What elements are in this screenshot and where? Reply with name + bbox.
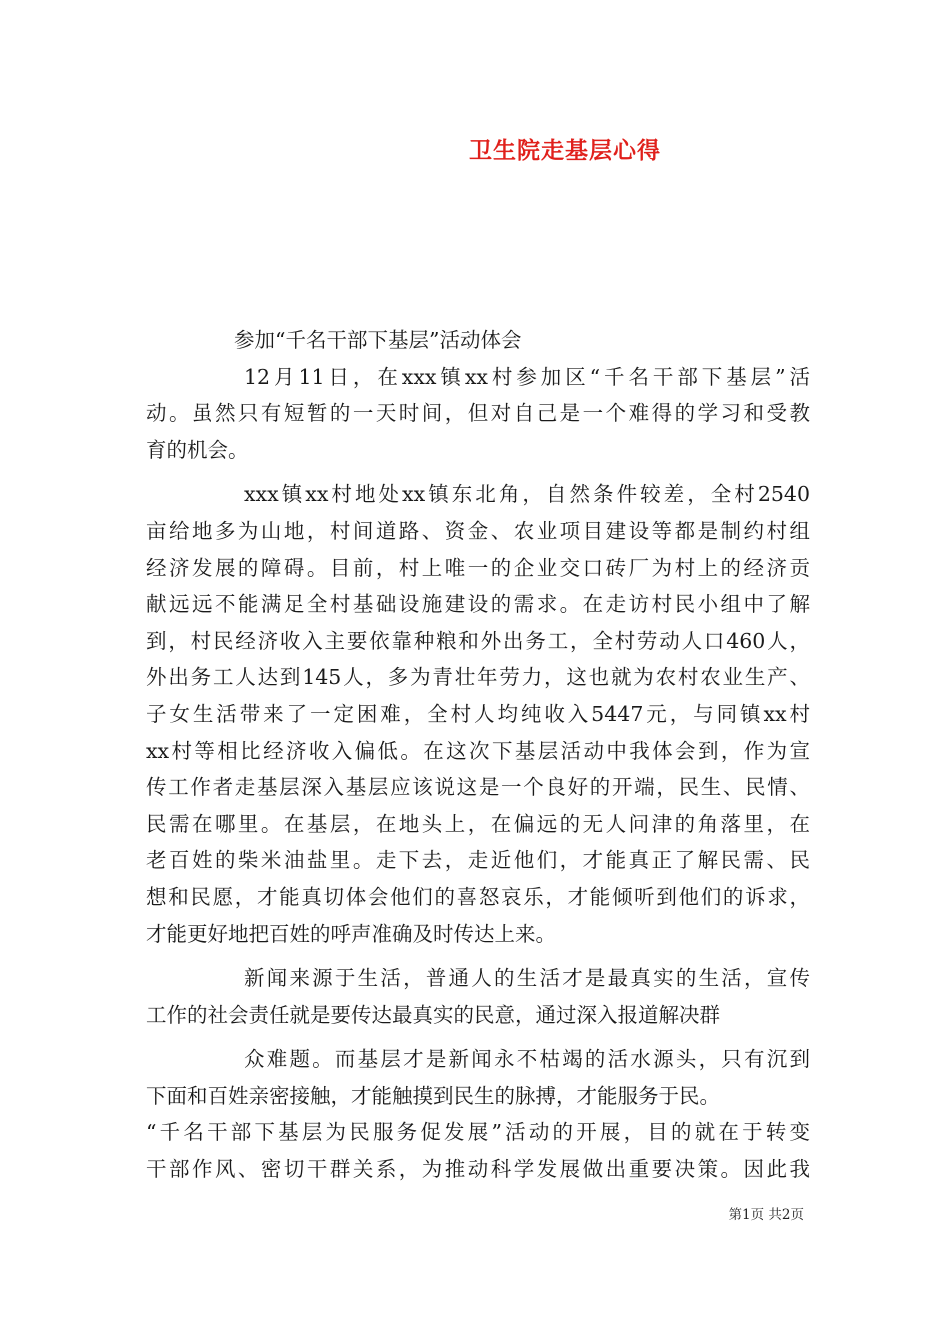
text-line: 众难题。而基层才是新闻永不枯竭的活水源头，只有沉到: [244, 1047, 810, 1072]
text-line: 传工作者走基层深入基层应该说这是一个良好的开端，民生、民情、: [146, 775, 810, 800]
paragraph-1: [146, 359, 810, 469]
text-line: xxx镇xx村地处xx镇东北角，自然条件较差，全村2540: [244, 482, 810, 507]
text-line: “千名干部下基层为民服务促发展”活动的开展，目的就在于转变: [146, 1120, 810, 1145]
text-line: 到，村民经济收入主要依靠种粮和外出务工，全村劳动人口460人，: [146, 628, 810, 653]
text-line: 献远远不能满足全村基础设施建设的需求。在走访村民小组中了解: [146, 592, 810, 617]
text-line: 民需在哪里。在基层，在地头上，在偏远的无人问津的角落里，在: [146, 811, 810, 836]
document-body: [146, 322, 810, 1188]
text-line: 动。虽然只有短暂的一天时间，但对自己是一个难得的学习和受教: [146, 401, 810, 426]
text-line: 下面和百姓亲密接触，才能触摸到民生的脉搏，才能服务于民。: [146, 1083, 720, 1108]
page-number: 第1页 共2页: [728, 1207, 804, 1223]
text-line: 经济发展的障碍。目前，村上唯一的企业交口砖厂为村上的经济贡: [146, 555, 810, 580]
paragraph-2: [146, 476, 810, 952]
text-line: 工作的社会责任就是要传达最真实的民意，通过深入报道解决群: [146, 1002, 720, 1027]
text-line: 子女生活带来了一定困难，全村人均纯收入5447元，与同镇xx村: [146, 701, 810, 726]
document-title: 卫生院走基层心得: [469, 137, 661, 164]
document-subtitle: 参加“千名干部下基层”活动体会: [234, 328, 522, 352]
text-line: xx村等相比经济收入偏低。在这次下基层活动中我体会到，作为宣: [146, 738, 810, 763]
text-line: 才能更好地把百姓的呼声准确及时传达上来。: [146, 921, 556, 946]
paragraph-4: [146, 1041, 810, 1187]
text-line: 亩给地多为山地，村间道路、资金、农业项目建设等都是制约村组: [146, 518, 810, 543]
text-line: 新闻来源于生活，普通人的生活才是最真实的生活，宣传: [244, 966, 810, 991]
text-line: 想和民愿，才能真切体会他们的喜怒哀乐，才能倾听到他们的诉求，: [146, 884, 810, 909]
paragraph-3: [146, 960, 810, 1033]
text-line: 12月11日，在xxx镇xx村参加区“千名干部下基层”活: [244, 364, 810, 389]
text-line: 外出务工人达到145人，多为青壮年劳力，这也就为农村农业生产、: [146, 665, 810, 690]
text-line: 干部作风、密切干群关系，为推动科学发展做出重要决策。因此我: [146, 1157, 810, 1182]
text-line: 老百姓的柴米油盐里。走下去，走近他们，才能真正了解民需、民: [146, 848, 810, 873]
text-line: 育的机会。: [146, 437, 249, 462]
